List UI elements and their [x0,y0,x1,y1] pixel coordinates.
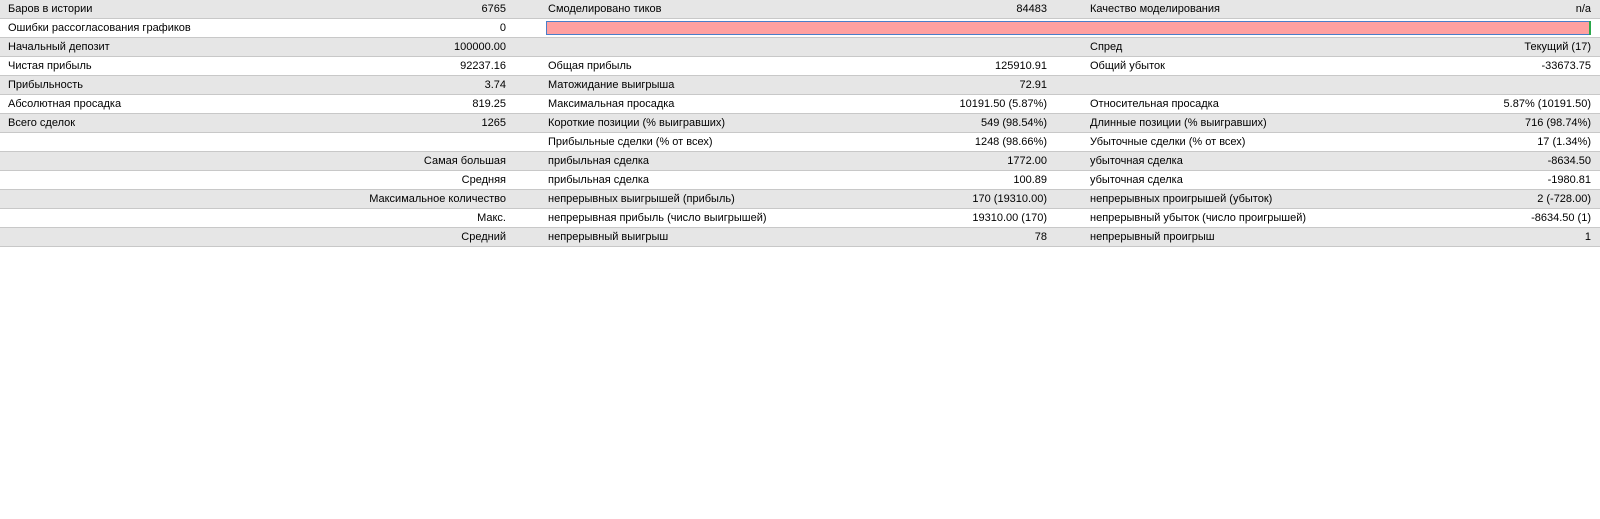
value-total-trades: 1265 [481,117,506,129]
label-initial-deposit: Начальный депозит [8,41,110,53]
value-max-consecutive-loss: -8634.50 (1) [1531,212,1591,224]
label-max-consecutive-profit: непрерывная прибыль (число выигрышей) [548,212,767,224]
label-gross-loss: Общий убыток [1090,60,1165,72]
label-modelling-quality: Качество моделирования [1090,3,1220,15]
value-empty [1390,76,1591,94]
value-largest-loss-trade: -8634.50 [1547,155,1591,167]
label-relative-drawdown: Относительная просадка [1090,98,1219,110]
value-short-positions: 549 (98.54%) [980,117,1047,129]
label-group-largest: Самая большая [423,155,506,167]
value-empty [848,38,1047,56]
value-average-consecutive-wins: 78 [1034,231,1047,243]
label-group-empty [8,133,506,151]
value-gross-loss: -33673.75 [1541,60,1591,72]
value-profit-factor: 3.74 [484,79,506,91]
report-row [0,114,1600,133]
modelling-quality-bar-end [1589,21,1591,35]
value-relative-drawdown: 5.87% (10191.50) [1503,98,1591,110]
label-total-trades: Всего сделок [8,117,76,129]
value-average-loss-trade: -1980.81 [1547,174,1591,186]
label-mismatched-charts-errors: Ошибки рассогласования графиков [8,22,191,34]
report-row [0,38,1600,57]
value-absolute-drawdown: 819.25 [472,98,506,110]
value-initial-deposit: 100000.00 [454,41,506,53]
label-maximal-drawdown: Максимальная просадка [548,98,675,110]
label-group-max: Макс. [477,212,506,224]
label-net-profit: Чистая прибыль [8,60,92,72]
report-row [0,0,1600,19]
label-expected-payoff: Матожидание выигрыша [548,79,675,91]
value-average-consecutive-losses: 1 [1584,231,1591,243]
report-row [0,171,1600,190]
value-long-positions: 716 (98.74%) [1524,117,1591,129]
label-gross-profit: Общая прибыль [548,60,632,72]
label-spread: Спред [1090,41,1123,53]
modelling-quality-bar [546,21,1591,35]
value-modelling-quality: n/a [1575,3,1591,15]
label-empty [1090,76,1390,94]
label-group-average: Средняя [461,174,506,186]
value-loss-trades: 17 (1.34%) [1537,136,1591,148]
value-profit-trades: 1248 (98.66%) [974,136,1047,148]
label-loss-trades: Убыточные сделки (% от всех) [1090,136,1246,148]
value-max-consecutive-profit: 19310.00 (170) [972,212,1047,224]
report-row [0,209,1600,228]
value-max-consecutive-wins: 170 (19310.00) [972,193,1047,205]
value-gross-profit: 125910.91 [995,60,1047,72]
label-short-positions: Короткие позиции (% выигравших) [548,117,726,129]
label-group-average-consecutive: Средний [461,231,506,243]
label-average-loss-trade: убыточная сделка [1090,174,1183,186]
report-row [0,76,1600,95]
report-row [0,57,1600,76]
value-net-profit: 92237.16 [460,60,506,72]
label-profit-trades: Прибыльные сделки (% от всех) [548,136,713,148]
value-average-profit-trade: 100.89 [1013,174,1047,186]
label-average-profit-trade: прибыльная сделка [548,174,650,186]
label-average-consecutive-losses: непрерывный проигрыш [1090,231,1215,243]
label-group-maximum-consecutive: Максимальное количество [369,193,506,205]
label-profit-factor: Прибыльность [8,79,83,91]
value-expected-payoff: 72.91 [1019,79,1047,91]
label-long-positions: Длинные позиции (% выигравших) [1090,117,1267,129]
report-row [0,95,1600,114]
report-row [0,133,1600,152]
label-largest-profit-trade: прибыльная сделка [548,155,650,167]
label-bars-in-history: Баров в истории [8,3,93,15]
report-row [0,19,1600,38]
report-row [0,190,1600,209]
value-largest-profit-trade: 1772.00 [1007,155,1047,167]
report-row [0,152,1600,171]
label-modelled-ticks: Смоделировано тиков [548,3,662,15]
value-bars-in-history: 6765 [481,3,506,15]
label-empty [548,38,848,56]
value-modelled-ticks: 84483 [1016,3,1047,15]
value-mismatched-charts-errors: 0 [499,22,506,34]
value-maximal-drawdown: 10191.50 (5.87%) [959,98,1047,110]
label-average-consecutive-wins: непрерывный выигрыш [548,231,669,243]
label-max-consecutive-wins: непрерывных выигрышей (прибыль) [548,193,735,205]
report-row [0,228,1600,247]
label-largest-loss-trade: убыточная сделка [1090,155,1183,167]
label-max-consecutive-loss: непрерывный убыток (число проигрышей) [1090,212,1307,224]
value-spread: Текущий (17) [1524,41,1591,53]
label-max-consecutive-losses: непрерывных проигрышей (убыток) [1090,193,1273,205]
label-absolute-drawdown: Абсолютная просадка [8,98,122,110]
value-max-consecutive-losses: 2 (-728.00) [1537,193,1591,205]
